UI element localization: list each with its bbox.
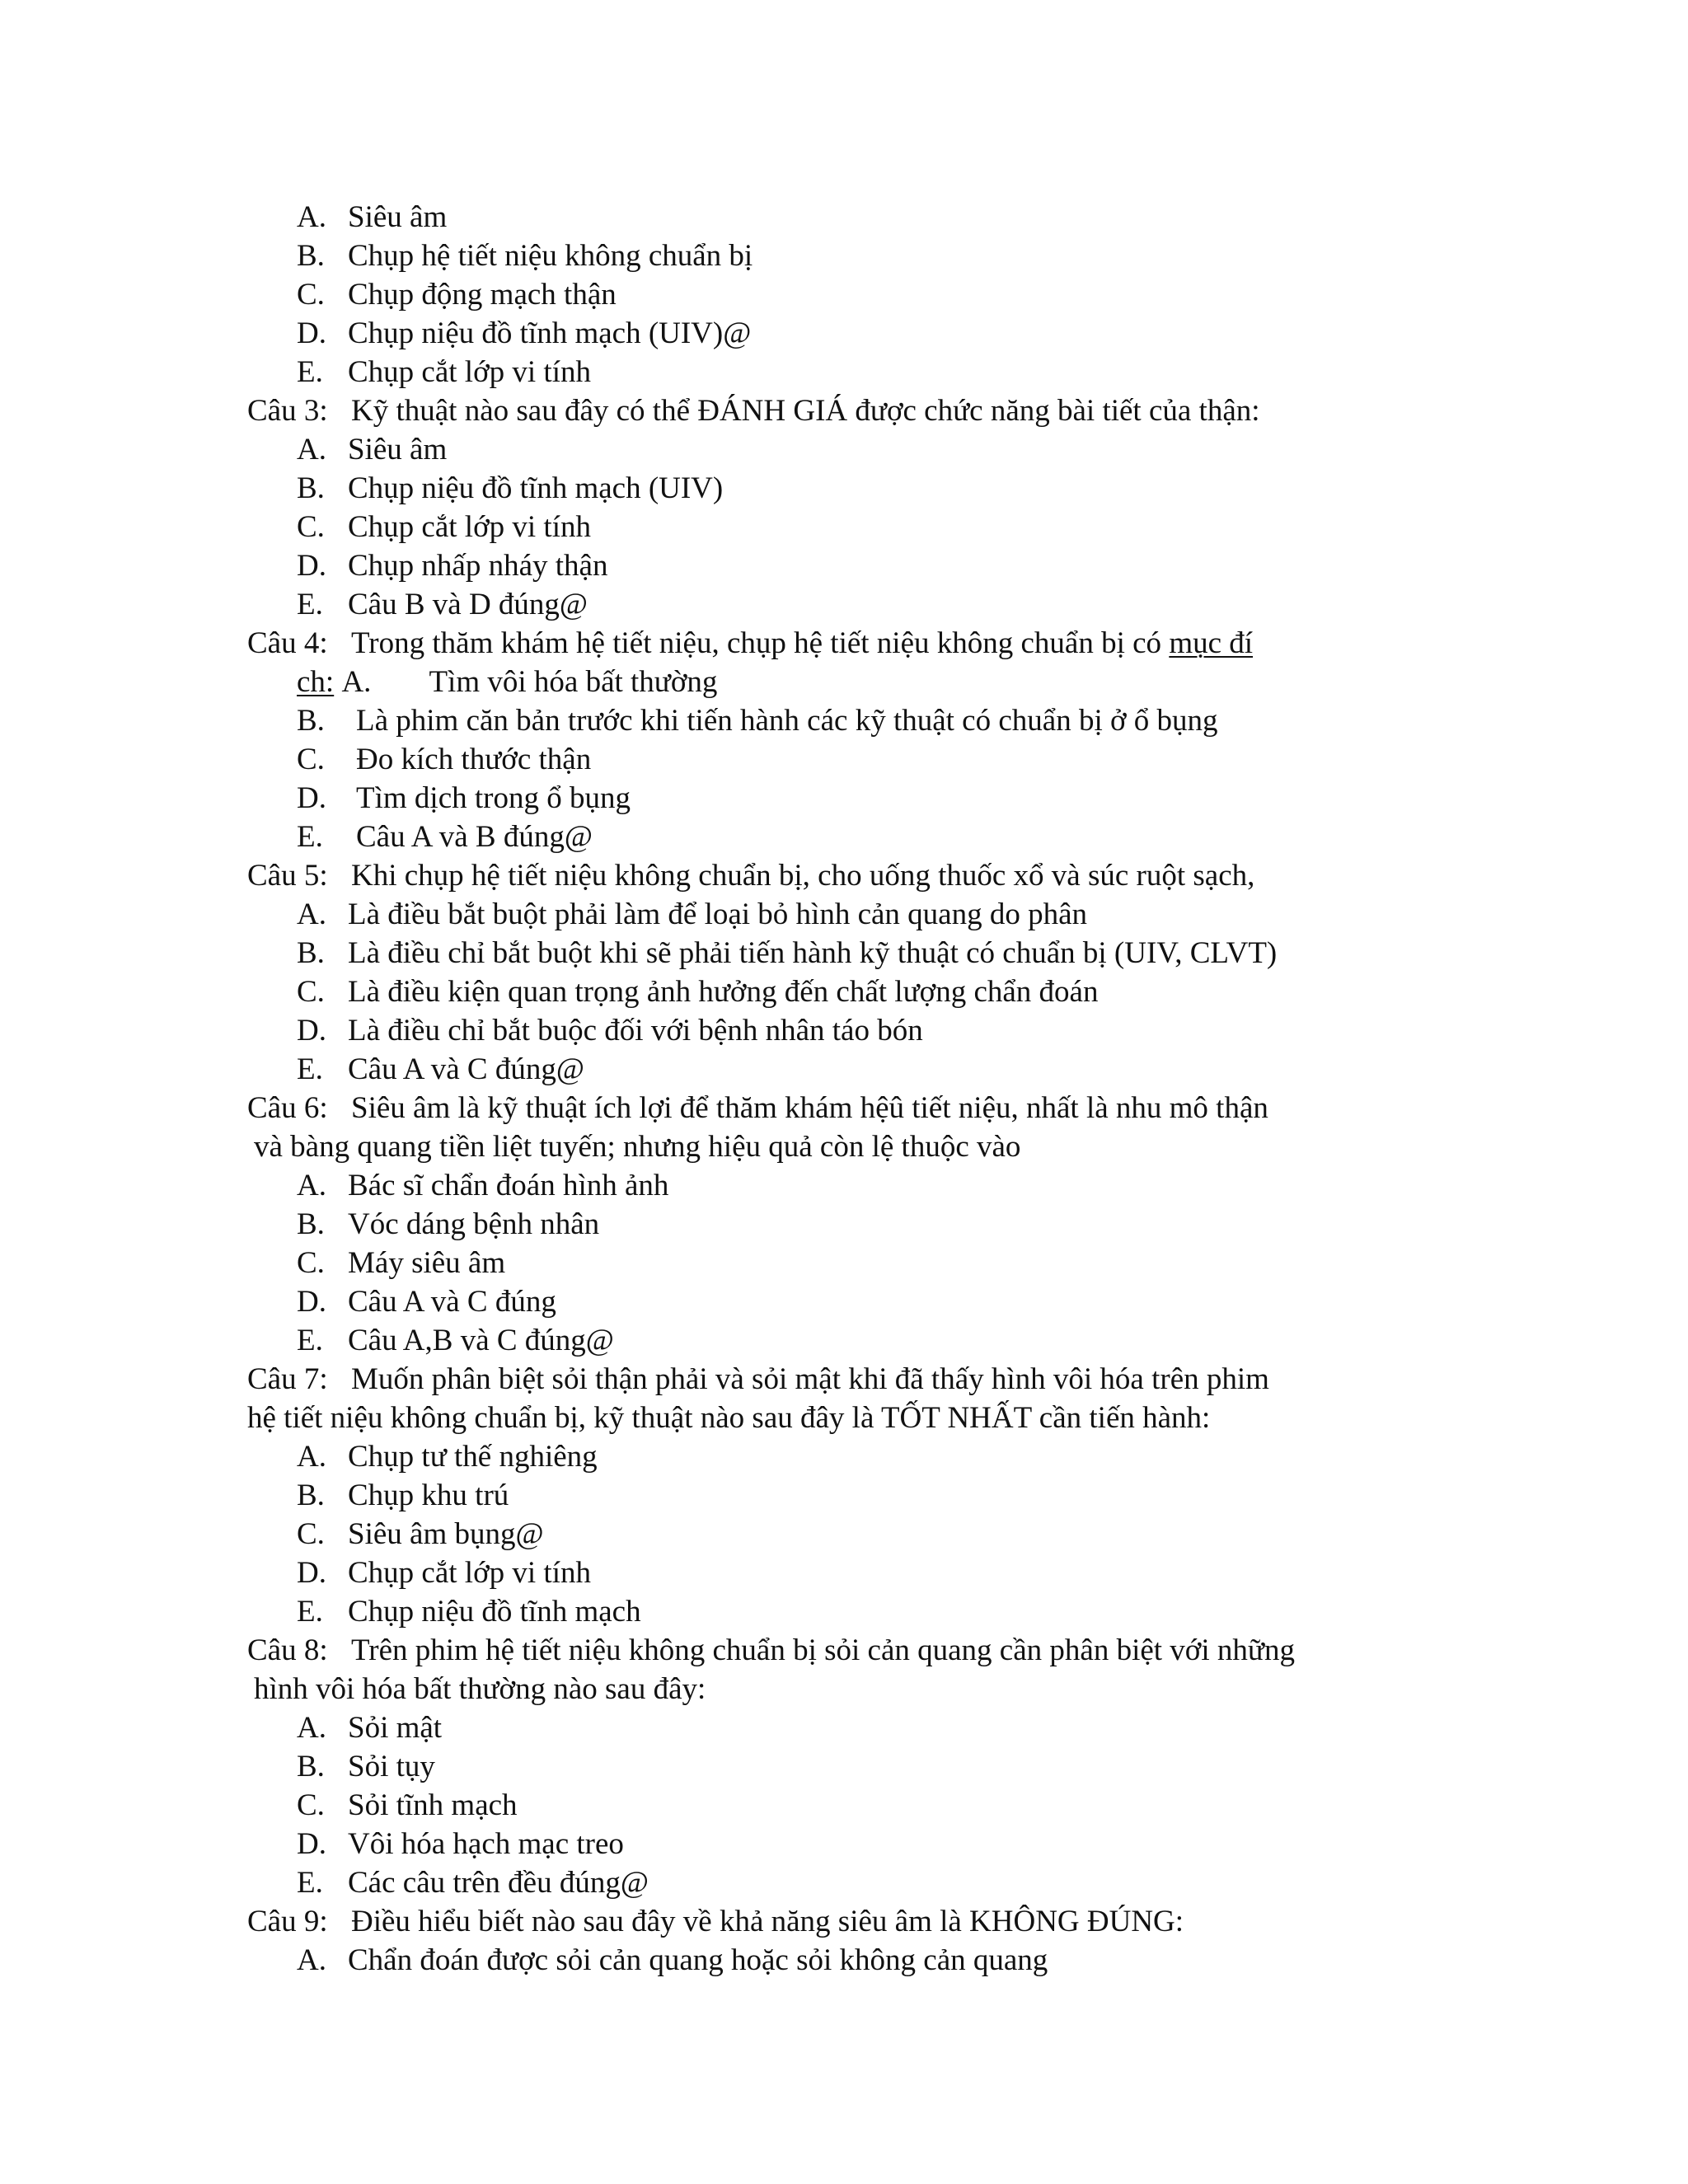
question-8-continuation: [254, 1670, 706, 1708]
option-c: [297, 740, 591, 779]
option-letter: A.: [297, 1169, 326, 1202]
question-text: Điều hiểu biết nào sau đây về khả năng siêu âm là KHÔNG ĐÚNG:: [351, 1905, 1184, 1938]
option-text: Câu B và D đúng@: [348, 588, 588, 621]
question-number: Câu 5:: [247, 859, 328, 893]
option-letter: B.: [297, 1479, 325, 1512]
question-3: [247, 391, 1260, 430]
option-text: Siêu âm bụng@: [348, 1517, 544, 1551]
option-letter: E.: [297, 1324, 323, 1357]
question-text: Trong thăm khám hệ tiết niệu, chụp hệ tiết niệu không chuẩn bị có: [351, 626, 1170, 660]
option-c: [297, 275, 617, 314]
option-letter: D.: [297, 316, 326, 350]
option-text: Chụp niệu đồ tĩnh mạch: [348, 1595, 641, 1629]
option-text: Là điều chỉ bắt buột khi sẽ phải tiến hành kỹ thuật có chuẩn bị (UIV, CLVT): [348, 936, 1278, 970]
option-text: Vôi hóa hạch mạc treo: [348, 1827, 624, 1861]
question-7-continuation: [247, 1399, 1210, 1437]
option-text: Chụp nhấp nháy thận: [348, 549, 608, 583]
option-b: [297, 237, 753, 275]
option-e: [297, 1863, 649, 1902]
option-letter: A.: [297, 1943, 326, 1977]
question-9: [247, 1902, 1184, 1941]
option-letter: E.: [297, 820, 323, 854]
option-letter: B.: [297, 471, 325, 505]
option-e: [297, 1050, 584, 1089]
option-text: Chụp cắt lớp vi tính: [348, 355, 591, 389]
option-text: Đo kích thước thận: [356, 743, 592, 776]
option-letter: A.: [297, 1440, 326, 1474]
option-a: [297, 198, 447, 237]
option-text: Chụp cắt lớp vi tính: [348, 1556, 591, 1590]
option-text: Tìm vôi hóa bất thường: [429, 665, 718, 699]
option-d: [297, 546, 607, 585]
option-text: Câu A và B đúng@: [356, 820, 593, 854]
option-text: Bác sĩ chẩn đoán hình ảnh: [348, 1169, 669, 1202]
question-7: [247, 1360, 1269, 1399]
option-text: Sỏi tĩnh mạch: [348, 1788, 518, 1822]
option-b: [297, 1205, 599, 1244]
option-text: Chụp niệu đồ tĩnh mạch (UIV)@: [348, 316, 752, 350]
option-c: [297, 1786, 518, 1825]
question-text: Siêu âm là kỹ thuật ích lợi để thăm khám hệû tiết niệu, nhất là nhu mô thận: [351, 1091, 1268, 1125]
option-text: Siêu âm: [348, 433, 448, 466]
option-letter: C.: [297, 278, 325, 312]
question-text: hệ tiết niệu không chuẩn bị, kỹ thuật nào sau đây là TỐT NHẤT cần tiến hành:: [247, 1401, 1211, 1435]
option-letter: D.: [297, 1556, 326, 1590]
option-text: Câu A,B và C đúng@: [348, 1324, 614, 1357]
question-number: Câu 3:: [247, 394, 328, 428]
question-text-underlined: mục đí: [1169, 626, 1254, 660]
option-letter: A.: [341, 665, 372, 699]
option-d: [297, 1282, 556, 1321]
option-letter: C.: [297, 1788, 325, 1822]
option-letter: D.: [297, 549, 326, 583]
option-text: Chụp cắt lớp vi tính: [348, 510, 591, 544]
option-c: [297, 972, 1098, 1011]
option-b: [297, 701, 1218, 740]
option-a: [297, 1166, 668, 1205]
question-text: Kỹ thuật nào sau đây có thể ĐÁNH GIÁ được chức năng bài tiết của thận:: [351, 394, 1260, 428]
option-text: Sỏi tụy: [348, 1750, 435, 1783]
option-text: Vóc dáng bệnh nhân: [348, 1207, 600, 1241]
question-number: Câu 6:: [247, 1091, 328, 1125]
option-text: Câu A và C đúng: [348, 1285, 556, 1319]
option-letter: C.: [297, 1246, 325, 1280]
option-d: [297, 314, 751, 353]
option-letter: C.: [297, 510, 325, 544]
option-letter: B.: [297, 239, 325, 273]
option-text: Tìm dịch trong ổ bụng: [356, 781, 631, 815]
question-text: Muốn phân biệt sỏi thận phải và sỏi mật khi đã thấy hình vôi hóa trên phim: [351, 1362, 1269, 1396]
option-a: [297, 430, 447, 469]
question-number: Câu 9:: [247, 1905, 328, 1938]
option-letter: C.: [297, 1517, 325, 1551]
option-letter: A.: [297, 1711, 326, 1745]
option-c: [297, 1244, 505, 1282]
question-5: [247, 856, 1254, 895]
option-a: [297, 1708, 442, 1747]
option-letter: D.: [297, 781, 326, 815]
option-letter: B.: [297, 1207, 325, 1241]
question-number: Câu 8:: [247, 1633, 328, 1667]
option-text: Siêu âm: [348, 200, 448, 234]
option-letter: D.: [297, 1014, 326, 1047]
option-b: [297, 1747, 435, 1786]
question-6-continuation: [254, 1127, 1020, 1166]
option-d: [297, 779, 631, 818]
option-text: Là phim căn bản trước khi tiến hành các kỹ thuật có chuẩn bị ở ổ bụng: [356, 704, 1218, 738]
option-text: Các câu trên đều đúng@: [348, 1866, 649, 1900]
option-c: [297, 508, 591, 546]
option-letter: E.: [297, 1595, 323, 1629]
question-text: hình vôi hóa bất thường nào sau đây:: [254, 1672, 706, 1706]
option-letter: D.: [297, 1827, 326, 1861]
question-text: Trên phim hệ tiết niệu không chuẩn bị sỏi cản quang cần phân biệt với những: [351, 1633, 1295, 1667]
option-letter: C.: [297, 975, 325, 1009]
option-b: [297, 469, 723, 508]
option-text: Chụp hệ tiết niệu không chuẩn bị: [348, 239, 753, 273]
question-text: Khi chụp hệ tiết niệu không chuẩn bị, cho uống thuốc xổ và súc ruột sạch,: [351, 859, 1255, 893]
option-a: [297, 1437, 598, 1476]
option-letter: B.: [297, 936, 325, 970]
question-text: và bàng quang tiền liệt tuyến; nhưng hiệu quả còn lệ thuộc vào: [254, 1130, 1021, 1164]
option-letter: D.: [297, 1285, 326, 1319]
option-text: Chụp khu trú: [348, 1479, 509, 1512]
option-letter: B.: [297, 1750, 325, 1783]
question-4-continuation: [297, 663, 717, 701]
option-letter: E.: [297, 355, 323, 389]
option-a: [297, 1941, 1048, 1980]
option-text: Chụp niệu đồ tĩnh mạch (UIV): [348, 471, 724, 505]
option-letter: A.: [297, 200, 326, 234]
option-text: Là điều chỉ bắt buộc đối với bệnh nhân táo bón: [348, 1014, 923, 1047]
question-number: Câu 7:: [247, 1362, 328, 1396]
option-text: Là điều kiện quan trọng ảnh hưởng đến chất lượng chẩn đoán: [348, 975, 1099, 1009]
option-e: [297, 818, 593, 856]
option-b: [297, 1476, 509, 1515]
option-text: Câu A và C đúng@: [348, 1052, 584, 1086]
option-d: [297, 1825, 624, 1863]
option-e: [297, 1321, 614, 1360]
option-e: [297, 1592, 641, 1631]
option-letter: A.: [297, 898, 326, 931]
option-d: [297, 1554, 591, 1592]
option-text: Chẩn đoán được sỏi cản quang hoặc sỏi không cản quang: [348, 1943, 1048, 1977]
question-4: [247, 624, 1253, 663]
option-letter: E.: [297, 1866, 323, 1900]
option-text: Máy siêu âm: [348, 1246, 506, 1280]
option-letter: A.: [297, 433, 326, 466]
option-e: [297, 585, 588, 624]
question-text-underlined: ch:: [297, 665, 335, 699]
option-b: [297, 934, 1277, 972]
option-text: Chụp tư thế nghiêng: [348, 1440, 598, 1474]
option-e: [297, 353, 591, 391]
question-8: [247, 1631, 1295, 1670]
option-text: Chụp động mạch thận: [348, 278, 617, 312]
option-letter: C.: [297, 743, 325, 776]
option-text: Sỏi mật: [348, 1711, 443, 1745]
option-text: Là điều bắt buột phải làm để loại bỏ hình cản quang do phân: [348, 898, 1088, 931]
option-letter: E.: [297, 588, 323, 621]
question-6: [247, 1089, 1268, 1127]
option-c: [297, 1515, 544, 1554]
option-a: [297, 895, 1087, 934]
option-d: [297, 1011, 923, 1050]
question-number: Câu 4:: [247, 626, 328, 660]
option-letter: E.: [297, 1052, 323, 1086]
option-letter: B.: [297, 704, 325, 738]
